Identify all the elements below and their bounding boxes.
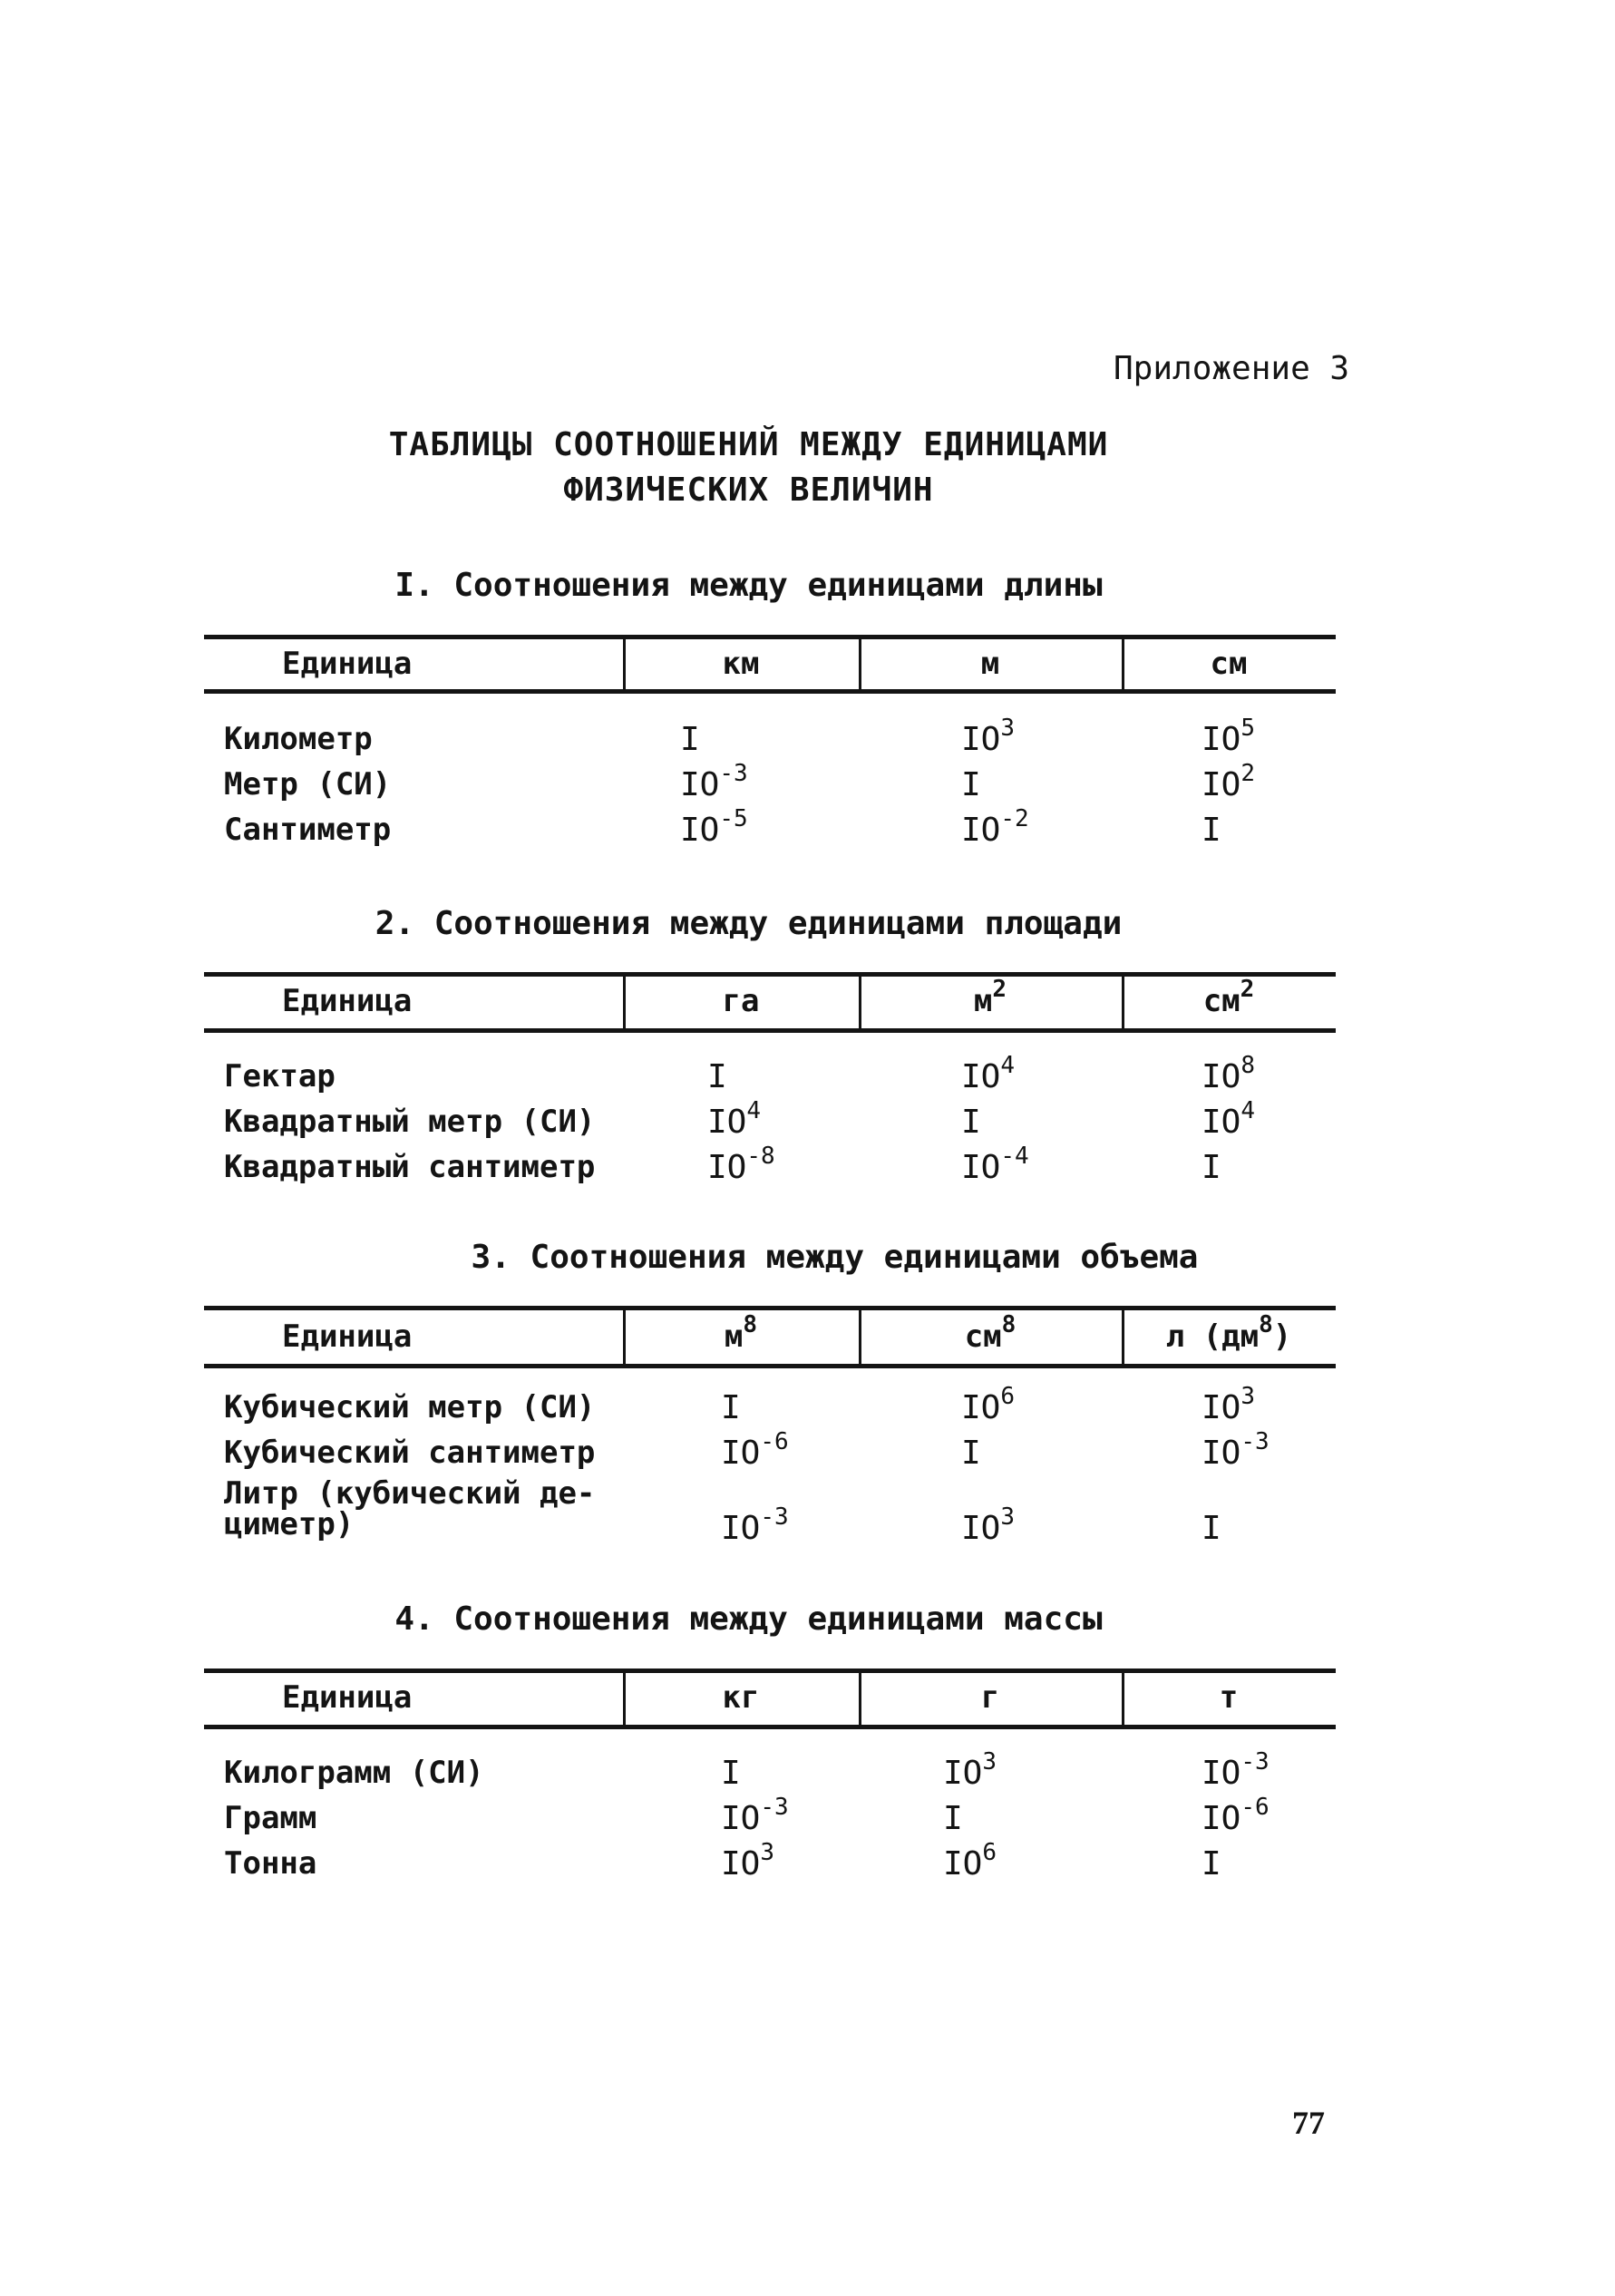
row-label: Тонна bbox=[224, 1845, 317, 1882]
header-kg: кг bbox=[722, 1679, 760, 1716]
value-cell: I bbox=[961, 1435, 981, 1472]
value-cell: $IO^3$ bbox=[943, 1748, 997, 1792]
value-cell: $IO^6$ bbox=[961, 1383, 1016, 1426]
value-cell: $IO^5$ bbox=[1202, 715, 1256, 758]
table-top-rule bbox=[204, 1668, 1336, 1673]
value-cell: I bbox=[961, 1104, 981, 1141]
value-cell: I bbox=[721, 1755, 741, 1792]
value-cell: $IO^3$ bbox=[961, 715, 1016, 758]
document-title-line2: ФИЗИЧЕСКИХ ВЕЛИЧИН bbox=[563, 472, 934, 509]
table-header-rule bbox=[204, 1725, 1336, 1729]
row-label: Кубический метр (СИ) bbox=[224, 1389, 596, 1425]
header-g: г bbox=[980, 1679, 1000, 1716]
header-ha: га bbox=[722, 983, 760, 1019]
value-cell: I bbox=[1202, 1845, 1221, 1883]
section-4-title: 4. Соотношения между единицами массы bbox=[394, 1600, 1103, 1638]
header-unit: Единица bbox=[282, 646, 413, 682]
value-cell: $IO^{-3}$ bbox=[1202, 1428, 1270, 1472]
header-m: м bbox=[980, 646, 1000, 682]
value-cell: $IO^3$ bbox=[1202, 1383, 1256, 1426]
value-cell: I bbox=[707, 1058, 727, 1095]
value-cell: $IO^{-8}$ bbox=[707, 1143, 775, 1186]
value-cell: $IO^4$ bbox=[1202, 1097, 1256, 1141]
header-unit: Единица bbox=[282, 1679, 413, 1716]
table-top-rule bbox=[204, 635, 1336, 639]
header-km: км bbox=[722, 646, 760, 682]
table-header-rule bbox=[204, 689, 1336, 694]
table-header-rule bbox=[204, 1364, 1336, 1368]
header-litre: л $(дм^8)$ bbox=[1165, 1311, 1292, 1355]
value-cell: $IO^6$ bbox=[943, 1839, 997, 1883]
table-top-rule bbox=[204, 972, 1336, 977]
row-label: Сантиметр bbox=[224, 812, 392, 848]
header-cm3: $см^8$ bbox=[964, 1311, 1017, 1355]
value-cell: $IO^{-2}$ bbox=[961, 805, 1029, 849]
header-t: т bbox=[1219, 1679, 1239, 1716]
value-cell: $IO^{-6}$ bbox=[721, 1428, 789, 1472]
row-label: Километр bbox=[224, 721, 373, 757]
value-cell: I bbox=[680, 721, 700, 758]
value-cell: $IO^3$ bbox=[721, 1839, 775, 1883]
header-unit: Единица bbox=[282, 1318, 413, 1355]
header-cm2: $см^2$ bbox=[1202, 976, 1255, 1019]
header-m3: $м^8$ bbox=[724, 1311, 758, 1355]
header-cm: см bbox=[1210, 646, 1248, 682]
section-1-title: I. Соотношения между единицами длины bbox=[394, 567, 1103, 604]
value-cell: I bbox=[1202, 812, 1221, 849]
value-cell: $IO^{-3}$ bbox=[721, 1503, 789, 1547]
appendix-label: Приложение 3 bbox=[1114, 350, 1350, 387]
header-unit: Единица bbox=[282, 983, 413, 1019]
mass-units-table bbox=[204, 1668, 1336, 1895]
table-top-rule bbox=[204, 1306, 1336, 1310]
value-cell: I bbox=[1202, 1510, 1221, 1547]
value-cell: $IO^{-3}$ bbox=[680, 760, 748, 803]
row-label: Литр (кубический де- циметр) bbox=[224, 1475, 596, 1542]
document-title-line1: ТАБЛИЦЫ СООТНОШЕНИЙ МЕЖДУ ЕДИНИЦАМИ bbox=[388, 426, 1109, 463]
value-cell: $IO^{-3}$ bbox=[721, 1794, 789, 1837]
value-cell: I bbox=[961, 766, 981, 803]
table-header-rule bbox=[204, 1028, 1336, 1033]
value-cell: $IO^{-6}$ bbox=[1202, 1794, 1270, 1837]
section-2-title: 2. Соотношения между единицами площади bbox=[375, 905, 1123, 942]
row-label: Гектар bbox=[224, 1058, 336, 1094]
row-label: Квадратный сантиметр bbox=[224, 1149, 596, 1185]
value-cell: I bbox=[1202, 1149, 1221, 1186]
value-cell: I bbox=[943, 1800, 963, 1837]
volume-units-table bbox=[204, 1306, 1336, 1560]
section-3-title: 3. Соотношения между единицами объема bbox=[471, 1239, 1199, 1276]
row-label: Кубический сантиметр bbox=[224, 1435, 596, 1471]
row-label: Килограмм (СИ) bbox=[224, 1755, 484, 1791]
value-cell: $IO^4$ bbox=[707, 1097, 762, 1141]
row-label: Квадратный метр (СИ) bbox=[224, 1104, 596, 1140]
value-cell: $IO^8$ bbox=[1202, 1052, 1256, 1095]
area-units-table bbox=[204, 972, 1336, 1199]
value-cell: $IO^2$ bbox=[1202, 760, 1256, 803]
value-cell: $IO^{-5}$ bbox=[680, 805, 748, 849]
value-cell: $IO^4$ bbox=[961, 1052, 1016, 1095]
value-cell: $IO^{-4}$ bbox=[961, 1143, 1029, 1186]
row-label: Метр (СИ) bbox=[224, 766, 392, 803]
row-label: Грамм bbox=[224, 1800, 317, 1836]
value-cell: $IO^3$ bbox=[961, 1503, 1016, 1547]
value-cell: $IO^{-3}$ bbox=[1202, 1748, 1270, 1792]
length-units-table bbox=[204, 635, 1336, 861]
header-m2: $м^2$ bbox=[973, 976, 1007, 1019]
value-cell: I bbox=[721, 1389, 741, 1426]
page-number: 77 bbox=[1292, 2105, 1325, 2141]
